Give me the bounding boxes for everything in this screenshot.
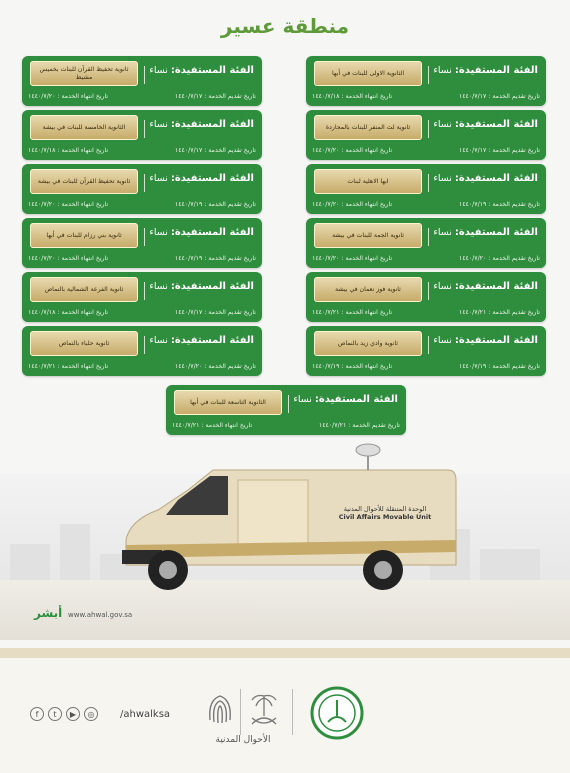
start-date: تاريخ تقديم الخدمة : ١٤٤٠/٧/١٧ (458, 147, 540, 154)
card-divider (428, 282, 429, 300)
category-label: الفئة المستفيدة: (170, 227, 254, 238)
card-divider (428, 120, 429, 138)
school-name-badge: الثانوية الخامسة للبنات في بيشة (30, 115, 138, 140)
start-date: تاريخ تقديم الخدمة : ١٤٤٠/٧/١٩ (174, 201, 256, 208)
twitter-icon[interactable]: t (48, 707, 62, 721)
category-text (149, 227, 254, 238)
footer-divider (240, 689, 241, 735)
category-label: الفئة المستفيدة: (170, 281, 254, 292)
category-value: نساء (433, 281, 452, 292)
date-row (312, 255, 540, 265)
schedule-card (306, 272, 546, 322)
footer-divider (292, 689, 293, 735)
end-date: تاريخ انتهاء الخدمة : ١٤٤٠/٧/٢٠ (28, 201, 109, 208)
start-date: تاريخ تقديم الخدمة : ١٤٤٠/٧/١٧ (174, 93, 256, 100)
school-name-badge: ابها الاهلية لبنات (314, 169, 422, 194)
date-row (312, 201, 540, 211)
end-date: تاريخ انتهاء الخدمة : ١٤٤٠/٧/٢٠ (312, 147, 393, 154)
card-divider (288, 395, 289, 413)
abshir-logo: أبشر (34, 606, 63, 620)
school-name-badge: ثانوية الجمة للبنات في بيشة (314, 223, 422, 248)
date-row (312, 93, 540, 103)
card-divider (144, 282, 145, 300)
category-label: الفئة المستفيدة: (454, 281, 538, 292)
brand-name: الأحوال المدنية (215, 735, 271, 745)
schedule-card (22, 110, 262, 160)
schedule-card (22, 164, 262, 214)
category-label: الفئة المستفيدة: (454, 335, 538, 346)
school-name-badge: ثانوية فوز نعمان في بيشة (314, 277, 422, 302)
category-value: نساء (433, 173, 452, 184)
schedule-card (22, 218, 262, 268)
date-row (28, 309, 256, 319)
category-value: نساء (433, 335, 452, 346)
schedule-card (306, 56, 546, 106)
schedule-card (22, 56, 262, 106)
van-label-en: Civil Affairs Movable Unit (338, 513, 432, 521)
schedule-card (166, 385, 406, 435)
card-divider (428, 228, 429, 246)
social-handle[interactable]: /ahwalksa (120, 709, 171, 720)
school-name-badge: ثانوية بني رزام للبنات في أبها (30, 223, 138, 248)
end-date: تاريخ انتهاء الخدمة : ١٤٤٠/٧/١٨ (28, 147, 109, 154)
website-link[interactable]: www.ahwal.gov.sa (68, 611, 133, 619)
card-divider (144, 120, 145, 138)
category-label: الفئة المستفيدة: (454, 65, 538, 76)
fingerprint-logo-icon (205, 690, 235, 730)
category-value: نساء (433, 65, 452, 76)
end-date: تاريخ انتهاء الخدمة : ١٤٤٠/٧/١٩ (312, 363, 393, 370)
footer-strip (0, 648, 570, 658)
category-value: نساء (149, 173, 168, 184)
date-row (312, 309, 540, 319)
end-date: تاريخ انتهاء الخدمة : ١٤٤٠/٧/٢٠ (312, 201, 393, 208)
category-label: الفئة المستفيدة: (170, 65, 254, 76)
category-text (433, 227, 538, 238)
card-divider (428, 66, 429, 84)
category-value: نساء (433, 119, 452, 130)
van-labels (330, 505, 440, 521)
category-text (149, 335, 254, 346)
end-date: تاريخ انتهاء الخدمة : ١٤٤٠/٧/٢١ (28, 363, 109, 370)
palm-swords-emblem-icon (248, 690, 280, 730)
date-row (28, 93, 256, 103)
category-label: الفئة المستفيدة: (170, 173, 254, 184)
end-date: تاريخ انتهاء الخدمة : ١٤٤٠/٧/٢١ (172, 422, 253, 429)
end-date: تاريخ انتهاء الخدمة : ١٤٤٠/٧/١٨ (28, 309, 109, 316)
schedule-card (306, 326, 546, 376)
category-value: نساء (433, 227, 452, 238)
school-name-badge: ثانوية لث المنفر للبنات بالمجاردة (314, 115, 422, 140)
van-label-ar: الوحدة المتنقلة للأحوال المدنية (343, 505, 427, 513)
date-row (312, 363, 540, 373)
category-label: الفئة المستفيدة: (454, 119, 538, 130)
card-divider (428, 174, 429, 192)
school-name-badge: ثانوية تحفيظ القرآن للبنات بخميس مشيط (30, 61, 138, 86)
category-text (433, 119, 538, 130)
category-text (433, 335, 538, 346)
category-text (433, 173, 538, 184)
category-value: نساء (293, 394, 312, 405)
schedule-card (22, 272, 262, 322)
card-divider (144, 336, 145, 354)
school-name-badge: الثانوية التاسعة للبنات في أبها (174, 390, 282, 415)
school-name-badge: ثانوية حلباء بالنماص (30, 331, 138, 356)
category-text (433, 65, 538, 76)
end-date: تاريخ انتهاء الخدمة : ١٤٤٠/٧/١٨ (312, 93, 393, 100)
start-date: تاريخ تقديم الخدمة : ١٤٤٠/٧/١٧ (458, 93, 540, 100)
end-date: تاريخ انتهاء الخدمة : ١٤٤٠/٧/٢٠ (28, 255, 109, 262)
start-date: تاريخ تقديم الخدمة : ١٤٤٠/٧/١٩ (458, 201, 540, 208)
card-divider (428, 336, 429, 354)
instagram-icon[interactable]: ◎ (84, 707, 98, 721)
end-date: تاريخ انتهاء الخدمة : ١٤٤٠/٧/٢١ (312, 309, 393, 316)
card-divider (144, 174, 145, 192)
date-row (28, 363, 256, 373)
date-row (28, 255, 256, 265)
category-label: الفئة المستفيدة: (454, 173, 538, 184)
start-date: تاريخ تقديم الخدمة : ١٤٤٠/٧/١٩ (458, 363, 540, 370)
category-label: الفئة المستفيدة: (170, 119, 254, 130)
ministry-seal-icon (310, 686, 364, 740)
category-value: نساء (149, 65, 168, 76)
date-row (172, 422, 400, 432)
start-date: تاريخ تقديم الخدمة : ١٤٤٠/٧/٢١ (318, 422, 400, 429)
category-text (149, 119, 254, 130)
school-name-badge: الثانوية الاولى للبنات في أبها (314, 61, 422, 86)
category-text (149, 65, 254, 76)
date-row (28, 201, 256, 211)
category-text (149, 173, 254, 184)
youtube-icon[interactable]: ▶ (66, 707, 80, 721)
category-label: الفئة المستفيدة: (170, 335, 254, 346)
card-divider (144, 66, 145, 84)
school-name-badge: ثانوية تحفيظ القرآن للبنات في بيشة (30, 169, 138, 194)
end-date: تاريخ انتهاء الخدمة : ١٤٤٠/٧/٢٠ (28, 93, 109, 100)
category-text (293, 394, 398, 405)
category-value: نساء (149, 281, 168, 292)
category-value: نساء (149, 227, 168, 238)
category-value: نساء (149, 335, 168, 346)
category-text (433, 281, 538, 292)
start-date: تاريخ تقديم الخدمة : ١٤٤٠/٧/١٧ (174, 309, 256, 316)
start-date: تاريخ تقديم الخدمة : ١٤٤٠/٧/٢٠ (174, 363, 256, 370)
start-date: تاريخ تقديم الخدمة : ١٤٤٠/٧/١٧ (174, 147, 256, 154)
page-title: منطقة عسير (220, 14, 350, 38)
schedule-card (306, 110, 546, 160)
start-date: تاريخ تقديم الخدمة : ١٤٤٠/٧/٢١ (458, 309, 540, 316)
schedule-card (306, 164, 546, 214)
schedule-card (22, 326, 262, 376)
date-row (312, 147, 540, 157)
category-value: نساء (149, 119, 168, 130)
start-date: تاريخ تقديم الخدمة : ١٤٤٠/٧/١٩ (174, 255, 256, 262)
end-date: تاريخ انتهاء الخدمة : ١٤٤٠/٧/٢٠ (312, 255, 393, 262)
start-date: تاريخ تقديم الخدمة : ١٤٤٠/٧/٢٠ (458, 255, 540, 262)
school-name-badge: ثانوية وادي زيد بالنماص (314, 331, 422, 356)
category-label: الفئة المستفيدة: (314, 394, 398, 405)
school-name-badge: ثانوية الفرعة الشمالية بالنماص (30, 277, 138, 302)
category-text (149, 281, 254, 292)
date-row (28, 147, 256, 157)
facebook-icon[interactable]: f (30, 707, 44, 721)
schedule-card (306, 218, 546, 268)
category-label: الفئة المستفيدة: (454, 227, 538, 238)
card-divider (144, 228, 145, 246)
